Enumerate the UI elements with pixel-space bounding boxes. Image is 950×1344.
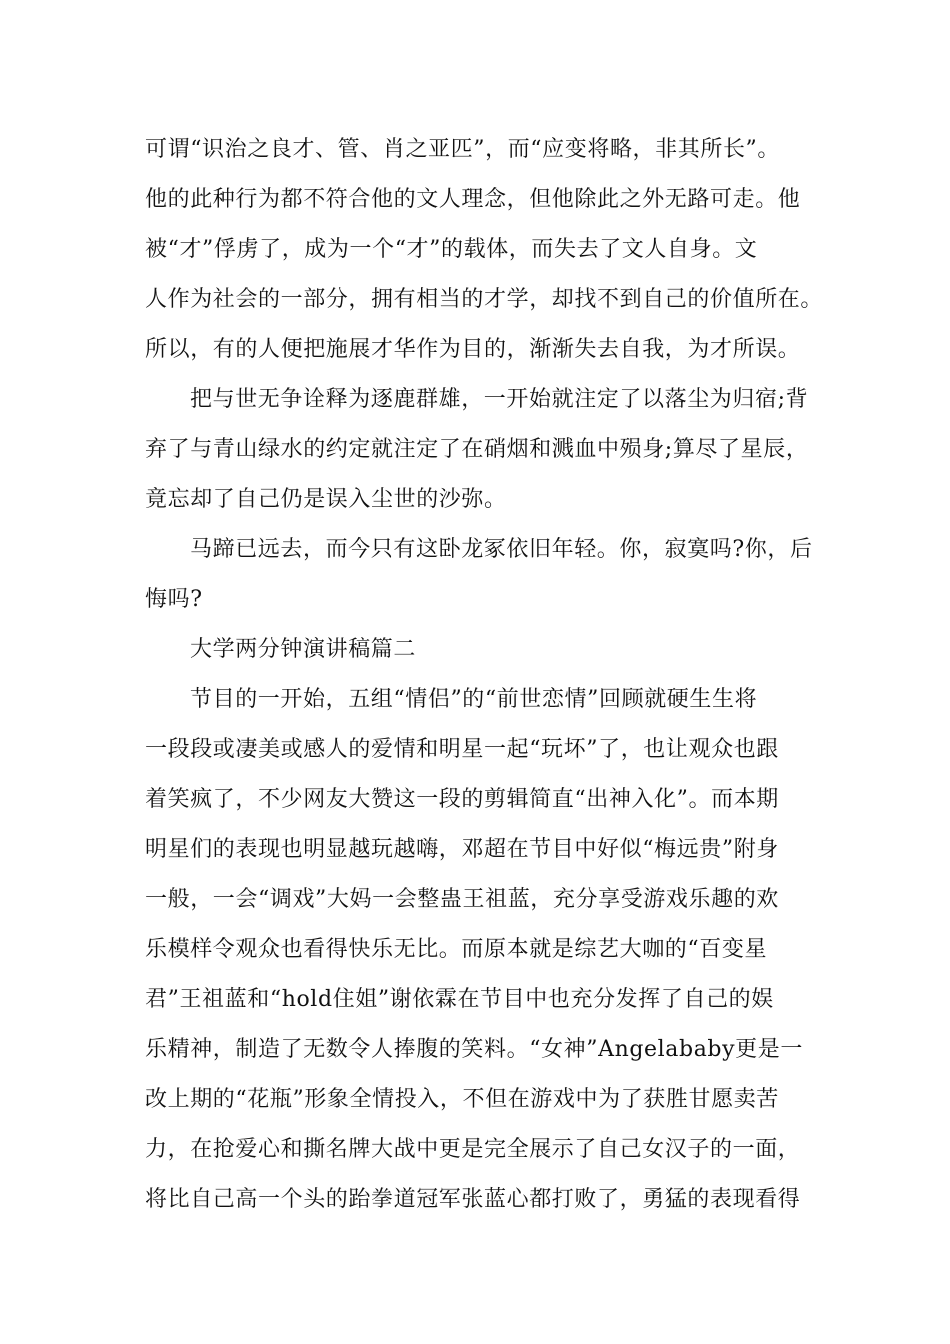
text-line: 所以，有的人便把施展才华作为目的，渐渐失去自我，为才所误。 xyxy=(145,337,801,362)
text-line: 弃了与青山绿水的约定就注定了在硝烟和溅血中殒身;算尽了星辰， xyxy=(145,437,809,462)
text-line: 将比自己高一个头的跆拳道冠军张蓝心都打败了，勇猛的表现看得 xyxy=(145,1187,801,1212)
text-line: 节目的一开始，五组“情侣”的“前世恋情”回顾就硬生生将 xyxy=(190,687,758,712)
text-line: 可谓“识治之良才、管、肖之亚匹”，而“应变将略，非其所长”。 xyxy=(145,137,780,162)
text-line: 一段段或凄美或感人的爱情和明星一起“玩坏”了，也让观众也跟 xyxy=(145,737,779,762)
text-line: 一般，一会“调戏”大妈一会整蛊王祖蓝，充分享受游戏乐趣的欢 xyxy=(145,887,779,912)
text-line: 把与世无争诠释为逐鹿群雄，一开始就注定了以落尘为归宿;背 xyxy=(190,387,809,412)
text-line: 力，在抢爱心和撕名牌大战中更是完全展示了自己女汉子的一面， xyxy=(145,1137,801,1162)
section-heading: 大学两分钟演讲稿篇二 xyxy=(190,637,417,662)
text-line: 他的此种行为都不符合他的文人理念，但他除此之外无路可走。他 xyxy=(145,187,801,212)
text-line: 乐精神，制造了无数令人捧腹的笑料。“女神”Angelababy更是一 xyxy=(145,1037,803,1062)
text-line: 着笑疯了，不少网友大赞这一段的剪辑简直“出神入化”。而本期 xyxy=(145,787,779,812)
text-line: 竟忘却了自己仍是误入尘世的沙弥。 xyxy=(145,487,507,512)
text-line: 乐模样令观众也看得快乐无比。而原本就是综艺大咖的“百变星 xyxy=(145,937,768,962)
text-line: 悔吗? xyxy=(145,587,203,612)
text-line: 马蹄已远去，而今只有这卧龙冢依旧年轻。你，寂寞吗?你，后 xyxy=(190,537,813,562)
text-line: 明星们的表现也明显越玩越嗨，邓超在节目中好似“梅远贵”附身 xyxy=(145,837,779,862)
text-line: 改上期的“花瓶”形象全情投入，不但在游戏中为了获胜甘愿卖苦 xyxy=(145,1087,779,1112)
text-line: 被“才”俘虏了，成为一个“才”的载体，而失去了文人自身。文 xyxy=(145,237,758,262)
text-line: 人作为社会的一部分，拥有相当的才学，却找不到自己的价值所在。 xyxy=(145,287,824,312)
text-line: 君”王祖蓝和“hold住姐”谢依霖在节目中也充分发挥了自己的娱 xyxy=(145,987,774,1012)
